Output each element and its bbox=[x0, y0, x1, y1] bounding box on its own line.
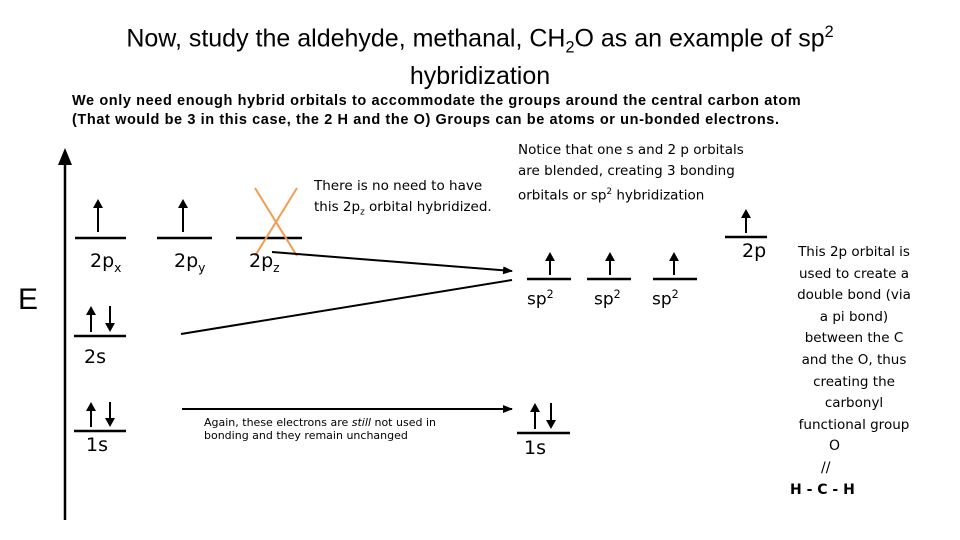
label-2px: $2p_x$ bbox=[90, 250, 122, 275]
arrow-2p-to-sp2 bbox=[272, 252, 512, 271]
note-no-need-line-2: this $2p_z$ orbital hybridized. bbox=[314, 199, 492, 218]
note-no-need bbox=[314, 176, 492, 224]
note-blended-line-2: are blended, creating 3 bonding bbox=[518, 163, 735, 179]
structure-hch: H - C - H bbox=[790, 482, 855, 498]
right-note-line: creating the bbox=[813, 373, 895, 390]
right-note-line: a pi bond) bbox=[819, 308, 889, 325]
orbital-1s-left bbox=[74, 402, 126, 431]
structure-oxygen: O bbox=[829, 438, 841, 454]
note-unchanged bbox=[204, 416, 436, 442]
right-note-line: functional group bbox=[798, 416, 910, 433]
right-note-line: and the O, thus bbox=[801, 351, 907, 368]
label-2p-right: 2p bbox=[742, 240, 767, 262]
orbital-sp2-3 bbox=[653, 252, 697, 279]
note-blended-line-3: orbitals or $sp^2$ hybridization bbox=[518, 187, 705, 204]
label-2pz: $2p_z$ bbox=[249, 250, 280, 275]
orbital-2s bbox=[74, 306, 126, 336]
note-blended bbox=[518, 140, 744, 207]
note-unchanged-line-2: bonding and they remain unchanged bbox=[204, 429, 408, 442]
orbital-sp2-1 bbox=[527, 252, 571, 279]
orbital-2pz bbox=[236, 188, 302, 256]
orbital-sp2-2 bbox=[587, 252, 631, 279]
label-1s-left: 1s bbox=[86, 434, 108, 456]
note-blended-line-1: Notice that one s and 2 p orbitals bbox=[518, 142, 744, 158]
right-note-line: This 2p orbital is bbox=[798, 244, 910, 260]
note-no-need-line-1: There is no need to have bbox=[314, 178, 483, 194]
label-sp2-2: $sp^2$ bbox=[594, 288, 621, 310]
label-2s: 2s bbox=[84, 346, 106, 368]
label-2py: $2p_y$ bbox=[174, 250, 206, 275]
orbital-2px bbox=[75, 199, 126, 238]
right-note-line: between the C bbox=[804, 330, 904, 347]
subtitle-line-2: (That would be 3 in this case, the 2 H and the O) Groups can be atoms or un-bonded electrons. bbox=[72, 112, 780, 128]
orbital-2py bbox=[157, 199, 212, 238]
energy-label: E bbox=[18, 283, 39, 316]
right-note-line: double bond (via bbox=[797, 287, 911, 304]
title-line-2: hybridization bbox=[409, 62, 551, 91]
structure-double-bond: // bbox=[821, 460, 831, 476]
note-unchanged-line-1: Again, these electrons are still not used in bbox=[204, 416, 436, 429]
label-1s-right: 1s bbox=[524, 437, 546, 459]
label-sp2-1: $sp^2$ bbox=[527, 288, 554, 310]
subtitle-line-1: We only need enough hybrid orbitals to accommodate the groups around the central carbon atom bbox=[72, 93, 802, 109]
right-note-line: carbonyl bbox=[824, 395, 884, 412]
orbital-2p-right bbox=[725, 209, 767, 237]
orbital-1s-right bbox=[517, 403, 570, 433]
right-note bbox=[781, 242, 927, 436]
energy-axis bbox=[58, 148, 72, 520]
right-note-line: used to create a bbox=[798, 265, 910, 282]
arrow-2s-to-sp2 bbox=[181, 280, 512, 334]
title-line-1: Now, study the aldehyde, methanal, $CH_2O$ as an example of $sp^2$ bbox=[126, 23, 834, 57]
label-sp2-3: $sp^2$ bbox=[652, 288, 679, 310]
